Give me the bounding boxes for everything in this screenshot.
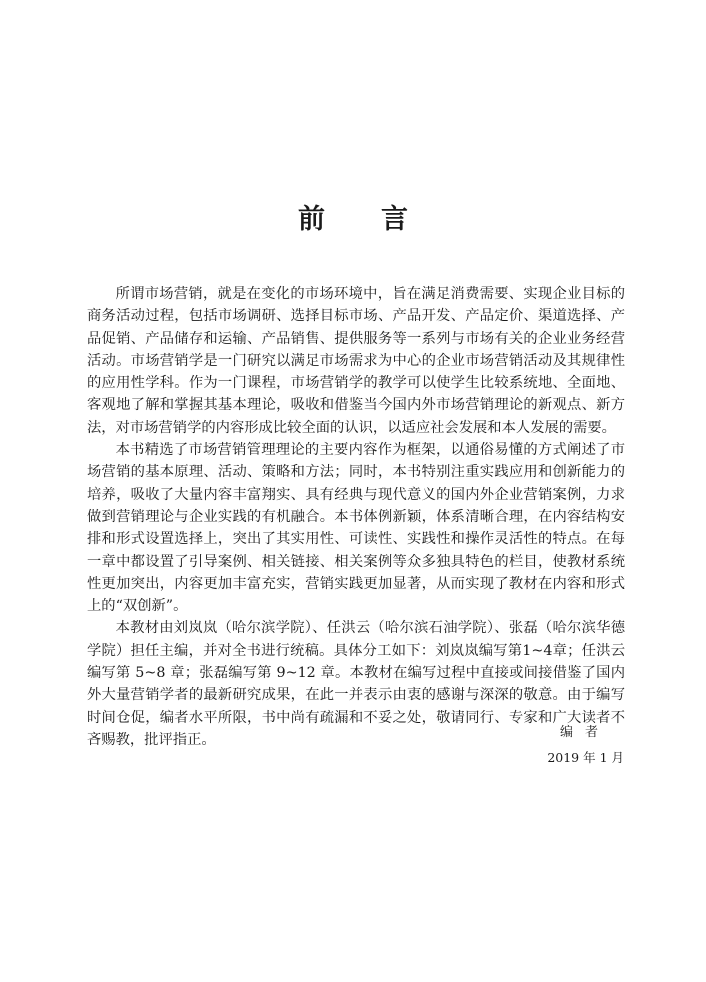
paragraph-1: 所谓市场营销，就是在变化的市场环境中，旨在满足消费需要、实现企业目标的商务活动过程，包括市场调研、选择目标市场、产品开发、产品定价、渠道选择、产品促销、产品储存和运输、产品销售、提供服务等一系列与市场有关的企业业务经营活动。市场营销学是一门研究以满足市场需求为中心的企业市场营销活动及其规律性的应用性学科。作为一门课程，市场营销学的教学可以使学生比较系统地、全面地、客观地了解和掌握其基本理论，吸收和借鉴当今国内外市场营销理论的新观点、新方法，对市场营销学的内容形成比较全面的认识，以适应社会发展和本人发展的需要。 xyxy=(87,286,625,436)
paragraph-3: 本教材由刘岚岚（哈尔滨学院）、任洪云（哈尔滨石油学院）、张磊（哈尔滨华德学院）担任主编，并对全书进行统稿。具体分工如下：刘岚岚编写第1~4章；任洪云编写第 5~8 章；张磊编写第 9~12 章。本教材在编写过程中直接或间接借鉴了国内外大量营销学者的最新研究成果，在此一并表示由衷的感谢与深深的敬意。由于编写时间仓促，编者水平所限，书中尚有疏漏和不妥之处，敬请同行、专家和广大读者不吝赐教，批评指正。 xyxy=(87,620,625,748)
publication-date: 2019 年 1 月 xyxy=(547,750,624,765)
author-signature: 编者 xyxy=(559,725,610,740)
preface-body xyxy=(87,283,625,751)
page-title: 前言 xyxy=(298,204,464,235)
paragraph-2: 本书精选了市场营销管理理论的主要内容作为框架，以通俗易懂的方式阐述了市场营销的基本原理、活动、策略和方法；同时，本书特别注重实践应用和创新能力的培养，吸收了大量内容丰富翔实、具有经典与现代意义的国内外企业营销案例，力求做到营销理论与企业实践的有机融合。本书体例新颖，体系清晰合理，在内容结构安排和形式设置选择上，突出了其实用性、可读性、实践性和操作灵活性的特点。在每一章中都设置了引导案例、相关链接、相关案例等众多独具特色的栏目，使教材系统性更加突出，内容更加丰富充实，营销实践更加显著，从而实现了教材在内容和形式上的“双创新”。 xyxy=(87,442,625,615)
